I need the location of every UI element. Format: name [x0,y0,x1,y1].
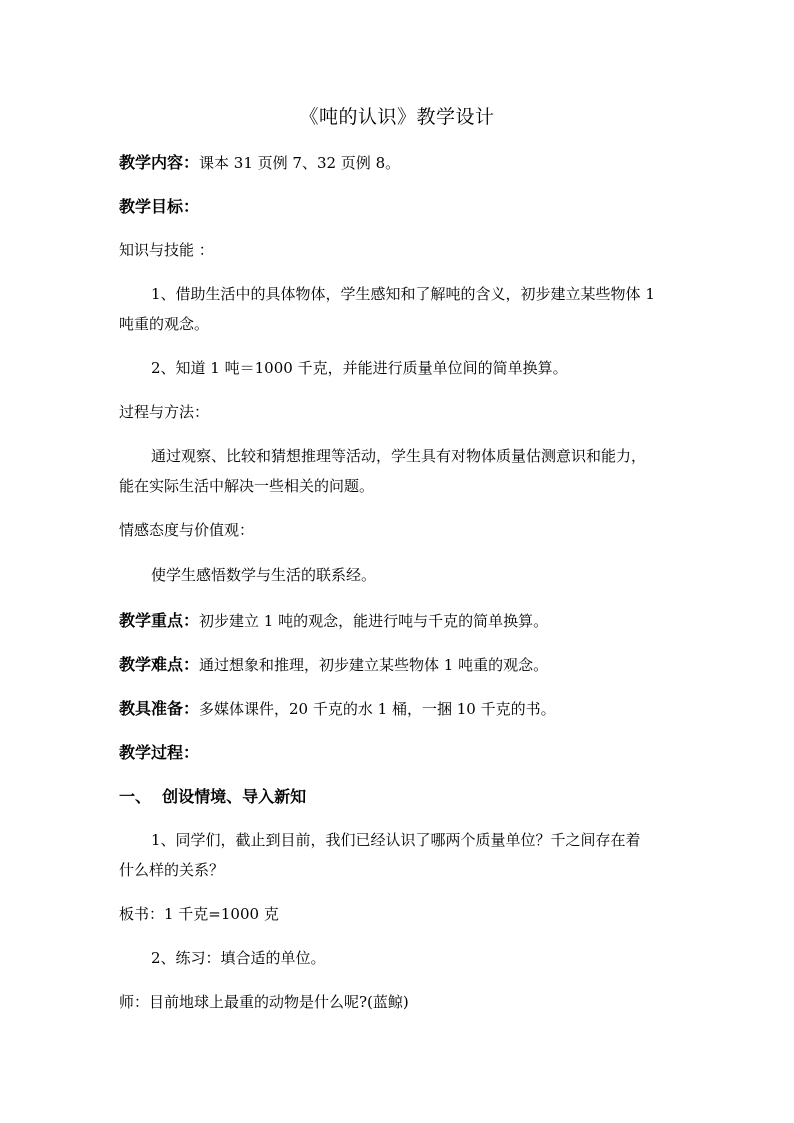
materials-label: 教具准备： [119,699,200,718]
materials-line [119,696,679,719]
teaching-goals-heading: 教学目标： [119,197,200,216]
teaching-process-heading: 教学过程： [119,743,200,762]
teaching-content-line [119,150,679,173]
teaching-content-text: 课本 31 页例 7、32 页例 8。 [199,154,401,172]
key-point-line [119,608,679,631]
key-point-text: 初步建立 1 吨的观念，能进行吨与千克的简单换算。 [199,612,549,630]
emotion-heading: 情感态度与价值观： [119,521,255,539]
process-method-heading: 过程与方法： [119,403,210,421]
teacher-line: 师：目前地球上最重的动物是什么呢?(蓝鲸) [119,993,409,1011]
key-point-label: 教学重点： [119,611,200,630]
section-1-question-1-line-1: 1、同学们，截止到目前，我们已经认识了哪两个质量单位？千之间存在着 [151,831,641,849]
knowledge-item-1-line-1: 1、借助生活中的具体物体，学生感知和了解吨的含义，初步建立某些物体 1 [151,285,655,303]
difficulty-text: 通过想象和推理，初步建立某些物体 1 吨重的观念。 [199,656,549,674]
difficulty-line [119,652,679,675]
teaching-content-label: 教学内容： [119,153,200,172]
knowledge-item-2: 2、知道 1 吨＝1000 千克，并能进行质量单位间的简单换算。 [151,359,568,377]
materials-text: 多媒体课件，20 千克的水 1 桶，一捆 10 千克的书。 [199,700,556,718]
process-method-line-1: 通过观察、比较和猜想推理等活动，学生具有对物体质量估测意识和能力， [151,447,647,465]
emotion-text: 使学生感悟数学与生活的联系经。 [151,566,377,584]
difficulty-label: 教学难点： [119,655,200,674]
knowledge-item-1-line-2: 吨重的观念。 [119,315,210,333]
document-title: 《吨的认识》教学设计 [299,106,495,128]
section-1-heading: 一、 创设情境、导入新知 [119,787,307,806]
section-1-question-1-line-2: 什么样的关系？ [119,861,225,879]
section-1-question-2: 2、练习：填合适的单位。 [151,949,326,967]
knowledge-skills-heading: 知识与技能 ： [119,241,214,259]
blackboard-note: 板书：1 千克=1000 克 [119,905,279,923]
process-method-line-2: 能在实际生活中解决一些相关的问题。 [119,477,375,495]
